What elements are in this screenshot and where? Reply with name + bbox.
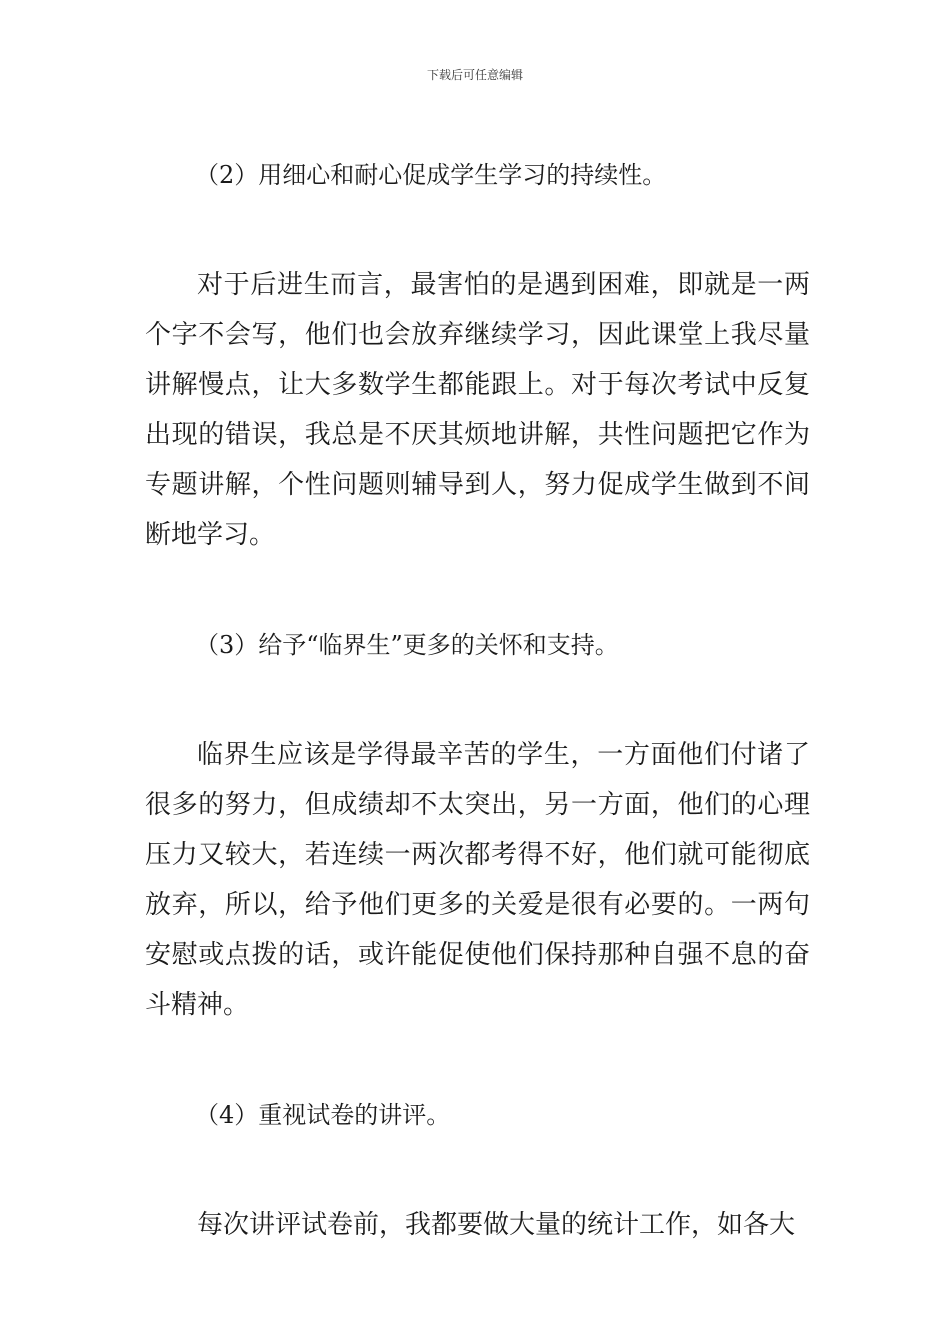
section-heading-4: （4）重视试卷的讲评。 <box>195 1101 451 1129</box>
document-body <box>145 150 810 1250</box>
page-header: 下载后可任意编辑 <box>426 68 523 82</box>
section-heading-2: （2）用细心和耐心促成学生学习的持续性。 <box>195 161 667 189</box>
body-paragraph-3: 每次讲评试卷前，我都要做大量的统计工作，如各大 <box>197 1210 796 1240</box>
body-paragraph-1: 对于后进生而言，最害怕的是遇到困难，即就是一两个字不会写，他们也会放弃继续学习，因此课堂上我尽量讲解慢点，让大多数学生都能跟上。对于每次考试中反复出现的错误，我总是不厌其烦地讲解，共性问题把它作为专题讲解，个性问题则辅导到人，努力促成学生做到不间断地学习。 <box>145 270 810 550</box>
body-paragraph-2: 临界生应该是学得最辛苦的学生，一方面他们付诸了很多的努力，但成绩却不太突出，另一方面，他们的心理压力又较大，若连续一两次都考得不好，他们就可能彻底放弃，所以，给予他们更多的关爱是很有必要的。一两句安慰或点拨的话，或许能促使他们保持那种自强不息的奋斗精神。 <box>145 740 810 1020</box>
section-heading-3: （3）给予“临界生”更多的关怀和支持。 <box>195 631 619 659</box>
